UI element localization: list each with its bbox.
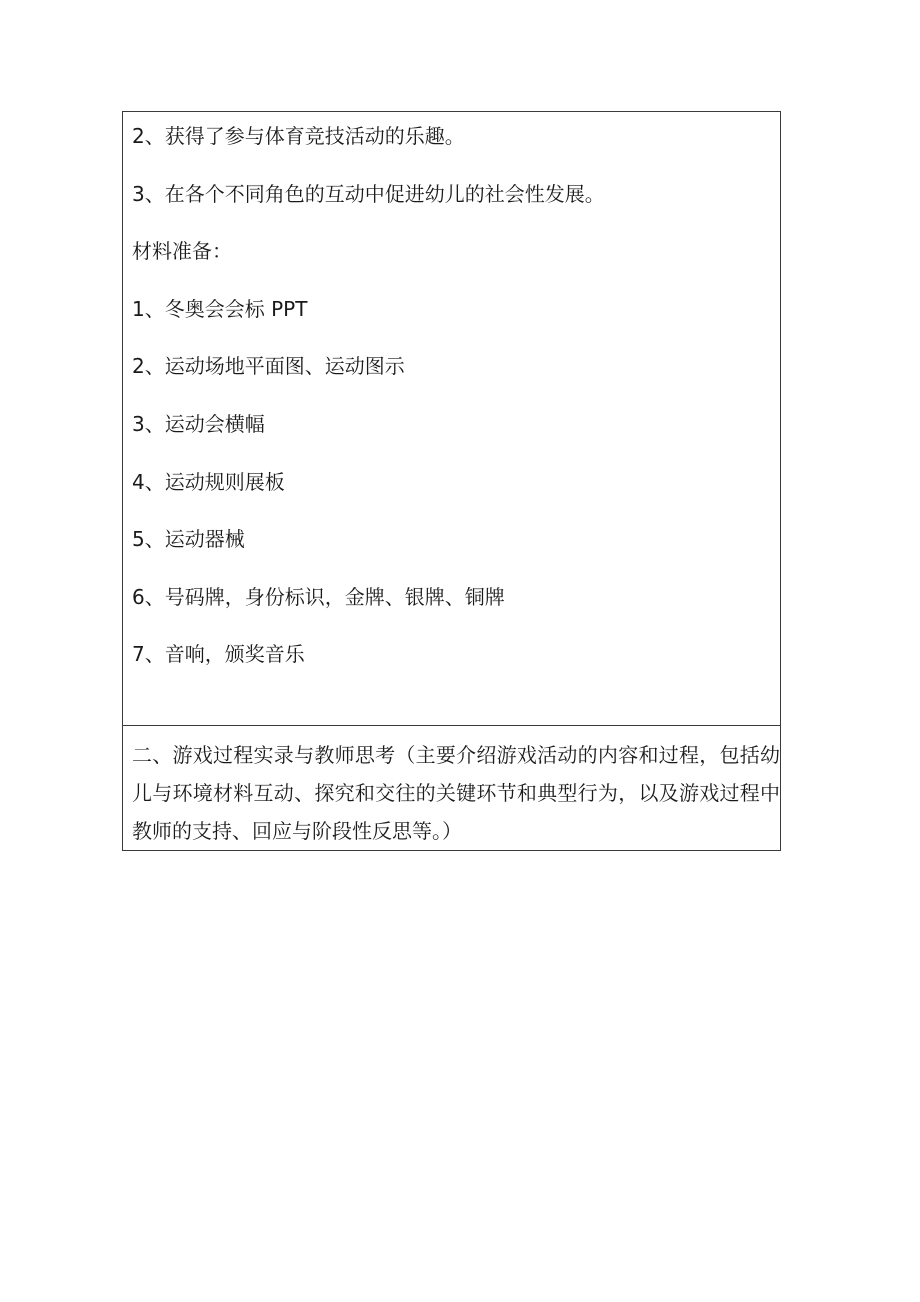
material-item-4: 4、运动规则展板 bbox=[132, 469, 285, 494]
goal-line-2: 2、获得了参与体育竞技活动的乐趣。 bbox=[132, 124, 465, 148]
process-heading: 二、游戏过程实录与教师思考（主要介绍游戏活动的内容和过程，包括幼儿与环境材料互动、探究和交往的关键环节和典型行为，以及游戏过程中教师的支持、回应与阶段性反思等。） bbox=[132, 743, 780, 843]
process-cell bbox=[123, 726, 780, 850]
goal-line-3: 3、在各个不同角色的互动中促进幼儿的社会性发展。 bbox=[132, 181, 605, 206]
material-item-2: 2、运动场地平面图、运动图示 bbox=[132, 354, 405, 379]
document-table bbox=[122, 111, 781, 851]
material-item-5: 5、运动器械 bbox=[132, 527, 245, 552]
materials-heading: 材料准备： bbox=[132, 239, 232, 264]
material-item-6: 6、号码牌，身份标识，金牌、银牌、铜牌 bbox=[132, 584, 505, 609]
material-item-1: 1、冬奥会会标 PPT bbox=[132, 296, 308, 321]
materials-cell bbox=[123, 112, 780, 726]
material-item-3: 3、运动会横幅 bbox=[132, 411, 265, 436]
material-item-7: 7、音响，颁奖音乐 bbox=[132, 642, 305, 667]
